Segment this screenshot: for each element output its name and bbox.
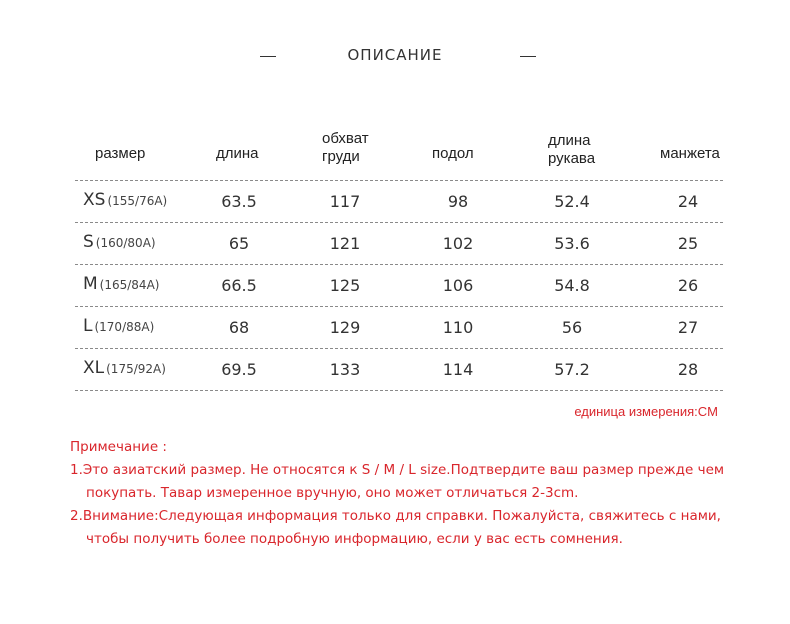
header-chest: обхват груди (322, 130, 369, 165)
table-row (75, 264, 723, 306)
size-letter: L (83, 316, 93, 336)
header-sleeve: длина рукава (548, 132, 596, 167)
cell-size (83, 358, 166, 378)
note-line: 1.Это азиатский размер. Не относятся к S / M / L size.Подтвердите ваш размер прежде чем (70, 462, 725, 478)
cell-cuff: 26 (677, 276, 699, 295)
cell-chest: 117 (329, 192, 361, 211)
cell-size (83, 190, 167, 210)
header-length: длина (216, 145, 259, 162)
size-code: (170/88A) (94, 320, 155, 334)
cell-cuff: 25 (677, 234, 699, 253)
table-row (75, 180, 723, 222)
size-letter: XL (83, 358, 105, 378)
note-line: чтобы получить более подробную информацию, если у вас есть сомнения. (86, 531, 623, 547)
title-row (0, 44, 790, 68)
size-code: (160/80A) (95, 236, 156, 250)
size-code: (175/92A) (106, 362, 166, 376)
size-letter: M (83, 274, 98, 294)
table-row (75, 306, 723, 348)
table-row (75, 348, 723, 391)
title-dash-right (520, 56, 536, 57)
cell-hem: 102 (442, 234, 474, 253)
size-table (75, 128, 723, 391)
cell-length: 66.5 (221, 276, 257, 295)
cell-sleeve: 56 (561, 318, 583, 337)
cell-length: 65 (228, 234, 250, 253)
cell-hem: 98 (447, 192, 469, 211)
size-letter: S (83, 232, 94, 252)
note-line: 2.Внимание:Следующая информация только для справки. Пожалуйста, свяжитесь с нами, (70, 508, 721, 524)
cell-length: 69.5 (221, 360, 257, 379)
cell-length: 63.5 (221, 192, 257, 211)
cell-hem: 110 (442, 318, 474, 337)
cell-length: 68 (228, 318, 250, 337)
header-hem: подол (432, 145, 474, 162)
table-body (75, 180, 723, 391)
notes-block (70, 436, 750, 551)
cell-size (83, 232, 156, 252)
cell-hem: 106 (442, 276, 474, 295)
cell-chest: 125 (329, 276, 361, 295)
unit-note: единица измерения:CM (574, 404, 718, 419)
cell-chest: 121 (329, 234, 361, 253)
table-header (75, 128, 723, 180)
cell-hem: 114 (442, 360, 474, 379)
size-code: (155/76A) (107, 194, 168, 208)
cell-cuff: 27 (677, 318, 699, 337)
cell-chest: 133 (329, 360, 361, 379)
cell-cuff: 28 (677, 360, 699, 379)
notes-heading: Примечание : (70, 439, 167, 455)
cell-size (83, 316, 154, 336)
cell-chest: 129 (329, 318, 361, 337)
cell-sleeve: 52.4 (554, 192, 590, 211)
size-letter: XS (83, 190, 106, 210)
cell-sleeve: 53.6 (554, 234, 590, 253)
cell-sleeve: 57.2 (554, 360, 590, 379)
cell-cuff: 24 (677, 192, 699, 211)
cell-size (83, 274, 159, 294)
size-code: (165/84A) (99, 278, 160, 292)
header-size: размер (95, 145, 146, 162)
cell-sleeve: 54.8 (554, 276, 590, 295)
page-title: ОПИСАНИЕ (347, 46, 443, 64)
table-row (75, 222, 723, 264)
header-cuff: манжета (660, 145, 720, 162)
note-line: покупать. Тавар измеренное вручную, оно может отличаться 2-3cm. (86, 485, 579, 501)
